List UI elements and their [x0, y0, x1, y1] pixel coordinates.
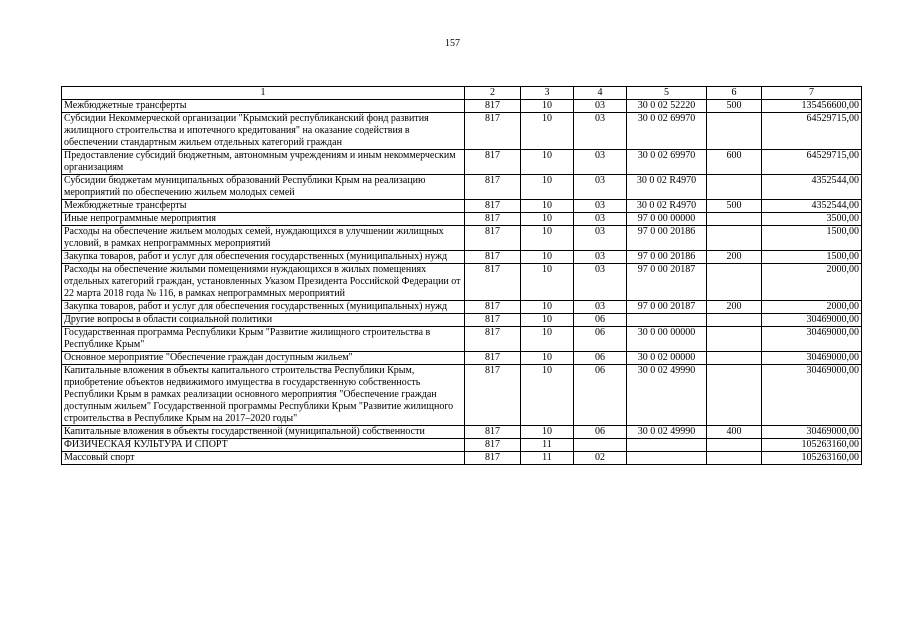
row-name-cell: Массовый спорт [62, 452, 465, 465]
row-value-cell: 10 [521, 352, 574, 365]
row-value-cell: 06 [574, 365, 627, 426]
row-value-cell [707, 226, 762, 251]
row-value-cell: 03 [574, 301, 627, 314]
row-value-cell [627, 314, 707, 327]
row-value-cell: 03 [574, 200, 627, 213]
row-value-cell: 30469000,00 [762, 426, 862, 439]
row-value-cell: 97 0 00 00000 [627, 213, 707, 226]
column-header: 3 [521, 87, 574, 100]
row-value-cell: 400 [707, 426, 762, 439]
row-value-cell: 03 [574, 113, 627, 150]
row-value-cell: 817 [465, 150, 521, 175]
row-value-cell: 30 0 02 49990 [627, 426, 707, 439]
table-row [62, 213, 862, 226]
row-value-cell [707, 264, 762, 301]
column-header: 5 [627, 87, 707, 100]
row-name-cell: Межбюджетные трансферты [62, 200, 465, 213]
table-row [62, 439, 862, 452]
column-header: 6 [707, 87, 762, 100]
row-value-cell [707, 314, 762, 327]
row-value-cell: 10 [521, 251, 574, 264]
table-row [62, 301, 862, 314]
row-value-cell: 10 [521, 226, 574, 251]
row-value-cell: 817 [465, 314, 521, 327]
table-row [62, 251, 862, 264]
table-row [62, 426, 862, 439]
row-value-cell: 817 [465, 264, 521, 301]
row-value-cell [707, 352, 762, 365]
row-value-cell: 817 [465, 452, 521, 465]
row-value-cell: 06 [574, 314, 627, 327]
row-value-cell: 30 0 02 49990 [627, 365, 707, 426]
row-value-cell: 2000,00 [762, 301, 862, 314]
row-value-cell: 03 [574, 264, 627, 301]
row-value-cell: 97 0 00 20187 [627, 301, 707, 314]
row-value-cell: 06 [574, 327, 627, 352]
row-value-cell: 817 [465, 251, 521, 264]
row-value-cell: 06 [574, 352, 627, 365]
row-value-cell: 105263160,00 [762, 439, 862, 452]
row-value-cell: 10 [521, 150, 574, 175]
row-value-cell: 10 [521, 301, 574, 314]
row-name-cell: Субсидии бюджетам муниципальных образований Республики Крым на реализацию мероприятий по обеспечению жильем молодых семей [62, 175, 465, 200]
row-value-cell: 30 0 02 69970 [627, 113, 707, 150]
row-value-cell [574, 439, 627, 452]
row-value-cell: 97 0 00 20187 [627, 264, 707, 301]
row-value-cell [707, 213, 762, 226]
row-value-cell: 200 [707, 301, 762, 314]
row-value-cell: 03 [574, 100, 627, 113]
row-value-cell [627, 439, 707, 452]
row-value-cell: 10 [521, 100, 574, 113]
row-value-cell: 10 [521, 200, 574, 213]
row-value-cell: 30469000,00 [762, 327, 862, 352]
row-value-cell: 817 [465, 113, 521, 150]
row-value-cell [627, 452, 707, 465]
row-value-cell: 817 [465, 426, 521, 439]
table-row [62, 352, 862, 365]
table-row [62, 314, 862, 327]
row-value-cell: 4352544,00 [762, 175, 862, 200]
row-value-cell: 10 [521, 213, 574, 226]
row-value-cell: 500 [707, 200, 762, 213]
row-value-cell: 817 [465, 200, 521, 213]
budget-table [61, 86, 862, 465]
page-number: 157 [445, 38, 460, 49]
row-value-cell: 817 [465, 175, 521, 200]
row-value-cell: 30 0 02 R4970 [627, 175, 707, 200]
row-value-cell [707, 175, 762, 200]
row-value-cell: 30 0 00 00000 [627, 327, 707, 352]
row-value-cell: 10 [521, 175, 574, 200]
row-name-cell: Основное мероприятие "Обеспечение граждан доступным жильем" [62, 352, 465, 365]
row-value-cell: 817 [465, 352, 521, 365]
row-value-cell: 30 0 02 R4970 [627, 200, 707, 213]
row-value-cell: 817 [465, 213, 521, 226]
row-value-cell: 817 [465, 301, 521, 314]
row-value-cell: 97 0 00 20186 [627, 251, 707, 264]
row-value-cell: 30469000,00 [762, 365, 862, 426]
row-value-cell: 11 [521, 452, 574, 465]
row-value-cell: 30 0 02 00000 [627, 352, 707, 365]
row-value-cell: 30 0 02 69970 [627, 150, 707, 175]
row-name-cell: Закупка товаров, работ и услуг для обеспечения государственных (муниципальных) нужд [62, 251, 465, 264]
row-name-cell: Расходы на обеспечение жильем молодых семей, нуждающихся в улучшении жилищных условий, в рамках непрограммных мероприятий [62, 226, 465, 251]
row-value-cell: 03 [574, 251, 627, 264]
row-value-cell: 64529715,00 [762, 113, 862, 150]
row-value-cell: 3500,00 [762, 213, 862, 226]
row-value-cell: 10 [521, 327, 574, 352]
row-name-cell: Субсидии Некоммерческой организации "Крымский республиканский фонд развития жилищного строительства и ипотечного кредитования" на оказание содействия в обеспечении стандартным жильем отдельных категорий граждан [62, 113, 465, 150]
column-header: 7 [762, 87, 862, 100]
row-value-cell: 817 [465, 365, 521, 426]
row-value-cell: 817 [465, 226, 521, 251]
table-row [62, 264, 862, 301]
row-value-cell: 105263160,00 [762, 452, 862, 465]
row-value-cell: 30469000,00 [762, 314, 862, 327]
column-header: 2 [465, 87, 521, 100]
row-value-cell: 64529715,00 [762, 150, 862, 175]
row-value-cell: 10 [521, 426, 574, 439]
column-header: 1 [62, 87, 465, 100]
row-value-cell [707, 439, 762, 452]
row-value-cell: 11 [521, 439, 574, 452]
row-value-cell: 200 [707, 251, 762, 264]
row-value-cell: 10 [521, 365, 574, 426]
row-value-cell: 4352544,00 [762, 200, 862, 213]
row-value-cell: 135456600,00 [762, 100, 862, 113]
row-value-cell: 817 [465, 439, 521, 452]
row-value-cell: 02 [574, 452, 627, 465]
row-name-cell: Капитальные вложения в объекты государственной (муниципальной) собственности [62, 426, 465, 439]
row-name-cell: Капитальные вложения в объекты капитального строительства Республики Крым, приобретение объектов недвижимого имущества в государственную собственность Республики Крым в рамках реализации основного мероприятия "Обеспечение граждан доступным жильем" Государственной программы Республики Крым "Развитие жилищного строительства в Республике Крым на 2017–2020 годы" [62, 365, 465, 426]
row-value-cell: 817 [465, 100, 521, 113]
row-value-cell [707, 365, 762, 426]
row-name-cell: Предоставление субсидий бюджетным, автономным учреждениям и иным некоммерческим организациям [62, 150, 465, 175]
row-value-cell: 30 0 02 52220 [627, 100, 707, 113]
column-header: 4 [574, 87, 627, 100]
table-row [62, 175, 862, 200]
row-value-cell [707, 327, 762, 352]
row-name-cell: Расходы на обеспечение жилыми помещениями нуждающихся в жилых помещениях отдельных категорий граждан, установленных Указом Президента Российской Федерации от 22 марта 2018 года № 116, в рамках непрограммных мероприятий [62, 264, 465, 301]
row-value-cell: 03 [574, 226, 627, 251]
row-value-cell: 817 [465, 327, 521, 352]
row-name-cell: Закупка товаров, работ и услуг для обеспечения государственных (муниципальных) нужд [62, 301, 465, 314]
row-name-cell: Иные непрограммные мероприятия [62, 213, 465, 226]
row-value-cell: 30469000,00 [762, 352, 862, 365]
table-row [62, 452, 862, 465]
row-value-cell: 03 [574, 150, 627, 175]
table-row [62, 100, 862, 113]
row-value-cell: 10 [521, 113, 574, 150]
row-value-cell: 2000,00 [762, 264, 862, 301]
row-value-cell: 03 [574, 213, 627, 226]
table-row [62, 200, 862, 213]
row-value-cell: 10 [521, 264, 574, 301]
row-value-cell: 97 0 00 20186 [627, 226, 707, 251]
row-value-cell: 03 [574, 175, 627, 200]
table-row [62, 327, 862, 352]
row-name-cell: ФИЗИЧЕСКАЯ КУЛЬТУРА И СПОРТ [62, 439, 465, 452]
row-name-cell: Государственная программа Республики Крым "Развитие жилищного строительства в Республике Крым" [62, 327, 465, 352]
row-value-cell [707, 113, 762, 150]
table-header-row [62, 87, 862, 100]
row-value-cell: 06 [574, 426, 627, 439]
row-name-cell: Межбюджетные трансферты [62, 100, 465, 113]
row-name-cell: Другие вопросы в области социальной политики [62, 314, 465, 327]
row-value-cell: 600 [707, 150, 762, 175]
table-row [62, 113, 862, 150]
row-value-cell: 1500,00 [762, 251, 862, 264]
row-value-cell: 500 [707, 100, 762, 113]
row-value-cell: 1500,00 [762, 226, 862, 251]
table-row [62, 365, 862, 426]
row-value-cell [707, 452, 762, 465]
table-row [62, 226, 862, 251]
row-value-cell: 10 [521, 314, 574, 327]
table-row [62, 150, 862, 175]
